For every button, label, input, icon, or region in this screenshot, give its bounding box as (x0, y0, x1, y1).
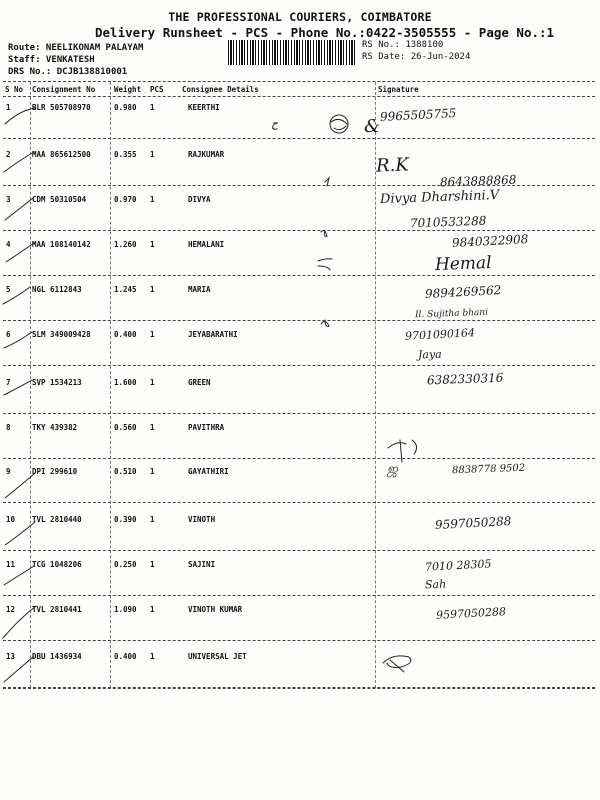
row-pcs: 1 (150, 378, 155, 387)
row-sno: 11 (6, 560, 16, 569)
handwritten-note: ஜ (387, 462, 398, 477)
row-sno: 12 (6, 605, 16, 614)
row-divider (3, 275, 595, 276)
row-pcs: 1 (150, 423, 155, 432)
row-sno: 2 (6, 150, 11, 159)
row-weight: 0.250 (114, 560, 137, 569)
handwritten-note: ح (271, 117, 279, 130)
row-divider (3, 413, 595, 414)
row-sno: 4 (6, 240, 11, 249)
signature-name: Divya Dharshini.V (379, 187, 500, 208)
row-divider (3, 502, 595, 503)
row-consignee: VINOTH (188, 515, 216, 524)
row-sno: 13 (6, 652, 16, 661)
row-divider (3, 230, 595, 231)
row-divider (3, 365, 595, 366)
row-consignee: HEMALANI (188, 240, 225, 249)
signature-name: Hemal (434, 253, 492, 275)
route-label: Route: NEELIKONAM PALAYAM (8, 43, 144, 53)
row-pcs: 1 (150, 195, 155, 204)
row-weight: 0.510 (114, 467, 137, 476)
row-consignment-no: DPI 299610 (32, 467, 78, 476)
row-weight: 0.355 (114, 150, 137, 159)
row-consignment-no: MAA 108140142 (32, 240, 91, 249)
row-sno: 5 (6, 285, 11, 294)
row-divider (3, 640, 595, 641)
row-consignee: GAYATHIRI (188, 467, 229, 476)
runsheet-subtitle: Delivery Runsheet - PCS - Phone No.:0422-3505555 - Page No.:1 (95, 25, 555, 40)
row-consignee: GREEN (188, 378, 211, 387)
row-divider (3, 320, 595, 321)
row-sno: 3 (6, 195, 11, 204)
col-sno: S No (5, 85, 24, 94)
barcode (228, 40, 355, 65)
signature-phone: 9701090164 (404, 326, 476, 343)
signature-phone: 9597050288 (435, 605, 507, 622)
footer-divider (3, 688, 595, 689)
row-sno: 10 (6, 515, 16, 524)
row-sno: 7 (6, 378, 11, 387)
row-consignee: PAVITHRA (188, 423, 225, 432)
row-consignment-no: TCG 1048206 (32, 560, 82, 569)
col-consignee: Consignee Details (182, 85, 259, 94)
row-pcs: 1 (150, 467, 155, 476)
header-divider-top (3, 81, 595, 82)
row-weight: 1.090 (114, 605, 137, 614)
signature-mark: & (364, 116, 381, 137)
signature-phone: 8838778 9502 (451, 462, 526, 477)
staff-label: Staff: VENKATESH (8, 55, 95, 65)
row-consignment-no: MAA 865612500 (32, 150, 91, 159)
row-consignment-no: BLR 505708970 (32, 103, 91, 112)
signature-phone: 9597050288 (434, 514, 512, 532)
row-consignment-no: SLM 349009428 (32, 330, 91, 339)
row-consignment-no: SVP 1534213 (32, 378, 82, 387)
row-weight: 0.970 (114, 195, 137, 204)
signature-phone: 8643888868 (439, 172, 517, 190)
signature-name: Sah (424, 577, 447, 592)
drs-number: DRS No.: DCJB138810001 (8, 67, 128, 77)
row-consignee: RAJKUMAR (188, 150, 225, 159)
row-consignment-no: TKY 439382 (32, 423, 78, 432)
col-divider (110, 82, 111, 688)
company-title: THE PROFESSIONAL COURIERS, COIMBATORE (168, 10, 432, 24)
col-pcs: PCS (150, 85, 164, 94)
row-weight: 0.560 (114, 423, 137, 432)
signature-phone: 7010 28305 (424, 557, 492, 574)
rs-number: RS No.: 1388100 (362, 40, 444, 50)
row-consignment-no: TVL 2810441 (32, 605, 82, 614)
signature-phone: 9965505755 (379, 106, 457, 124)
row-consignee: KEERTHI (188, 103, 220, 112)
row-weight: 0.980 (114, 103, 137, 112)
row-weight: 0.400 (114, 330, 137, 339)
row-weight: 1.600 (114, 378, 137, 387)
row-consignment-no: CDM 50310504 (32, 195, 87, 204)
row-pcs: 1 (150, 240, 155, 249)
row-consignment-no: TVL 2810440 (32, 515, 82, 524)
row-sno: 9 (6, 467, 11, 476)
row-weight: 1.245 (114, 285, 137, 294)
row-pcs: 1 (150, 103, 155, 112)
row-pcs: 1 (150, 150, 155, 159)
row-pcs: 1 (150, 330, 155, 339)
signature-initials: R.K (375, 154, 410, 177)
row-pcs: 1 (150, 652, 155, 661)
row-sno: 1 (6, 103, 11, 112)
header-divider-bottom (3, 96, 595, 97)
signature-name: Jaya (417, 347, 442, 362)
row-weight: 1.260 (114, 240, 137, 249)
row-pcs: 1 (150, 560, 155, 569)
col-signature: Signature (378, 85, 419, 94)
col-consignment: Consignment No (32, 85, 96, 94)
row-consignment-no: DBU 1436934 (32, 652, 82, 661)
row-sno: 6 (6, 330, 11, 339)
signature-phone: 9894269562 (424, 283, 502, 301)
signature-phone: 7010533288 (409, 213, 487, 231)
row-consignee: JEYABARATHI (188, 330, 238, 339)
signature-phone: 9840322908 (451, 232, 529, 250)
row-divider (3, 138, 595, 139)
col-weight: Weight (114, 85, 142, 94)
row-consignee: SAJINI (188, 560, 216, 569)
row-divider (3, 458, 595, 459)
row-consignee: DIVYA (188, 195, 211, 204)
row-sno: 8 (6, 423, 11, 432)
row-divider (3, 595, 595, 596)
row-pcs: 1 (150, 515, 155, 524)
row-consignee: MARIA (188, 285, 211, 294)
row-divider (3, 185, 595, 186)
row-divider (3, 550, 595, 551)
rs-date: RS Date: 26-Jun-2024 (362, 52, 471, 62)
row-consignee: VINOTH KUMAR (188, 605, 243, 614)
signature-phone: 6382330316 (426, 370, 504, 388)
row-weight: 0.390 (114, 515, 137, 524)
col-divider (30, 82, 31, 688)
row-consignment-no: NGL 6112843 (32, 285, 82, 294)
signature-name: Il. Sujitha bhani (414, 307, 489, 321)
row-pcs: 1 (150, 285, 155, 294)
row-weight: 0.400 (114, 652, 137, 661)
row-pcs: 1 (150, 605, 155, 614)
row-consignee: UNIVERSAL JET (188, 652, 247, 661)
